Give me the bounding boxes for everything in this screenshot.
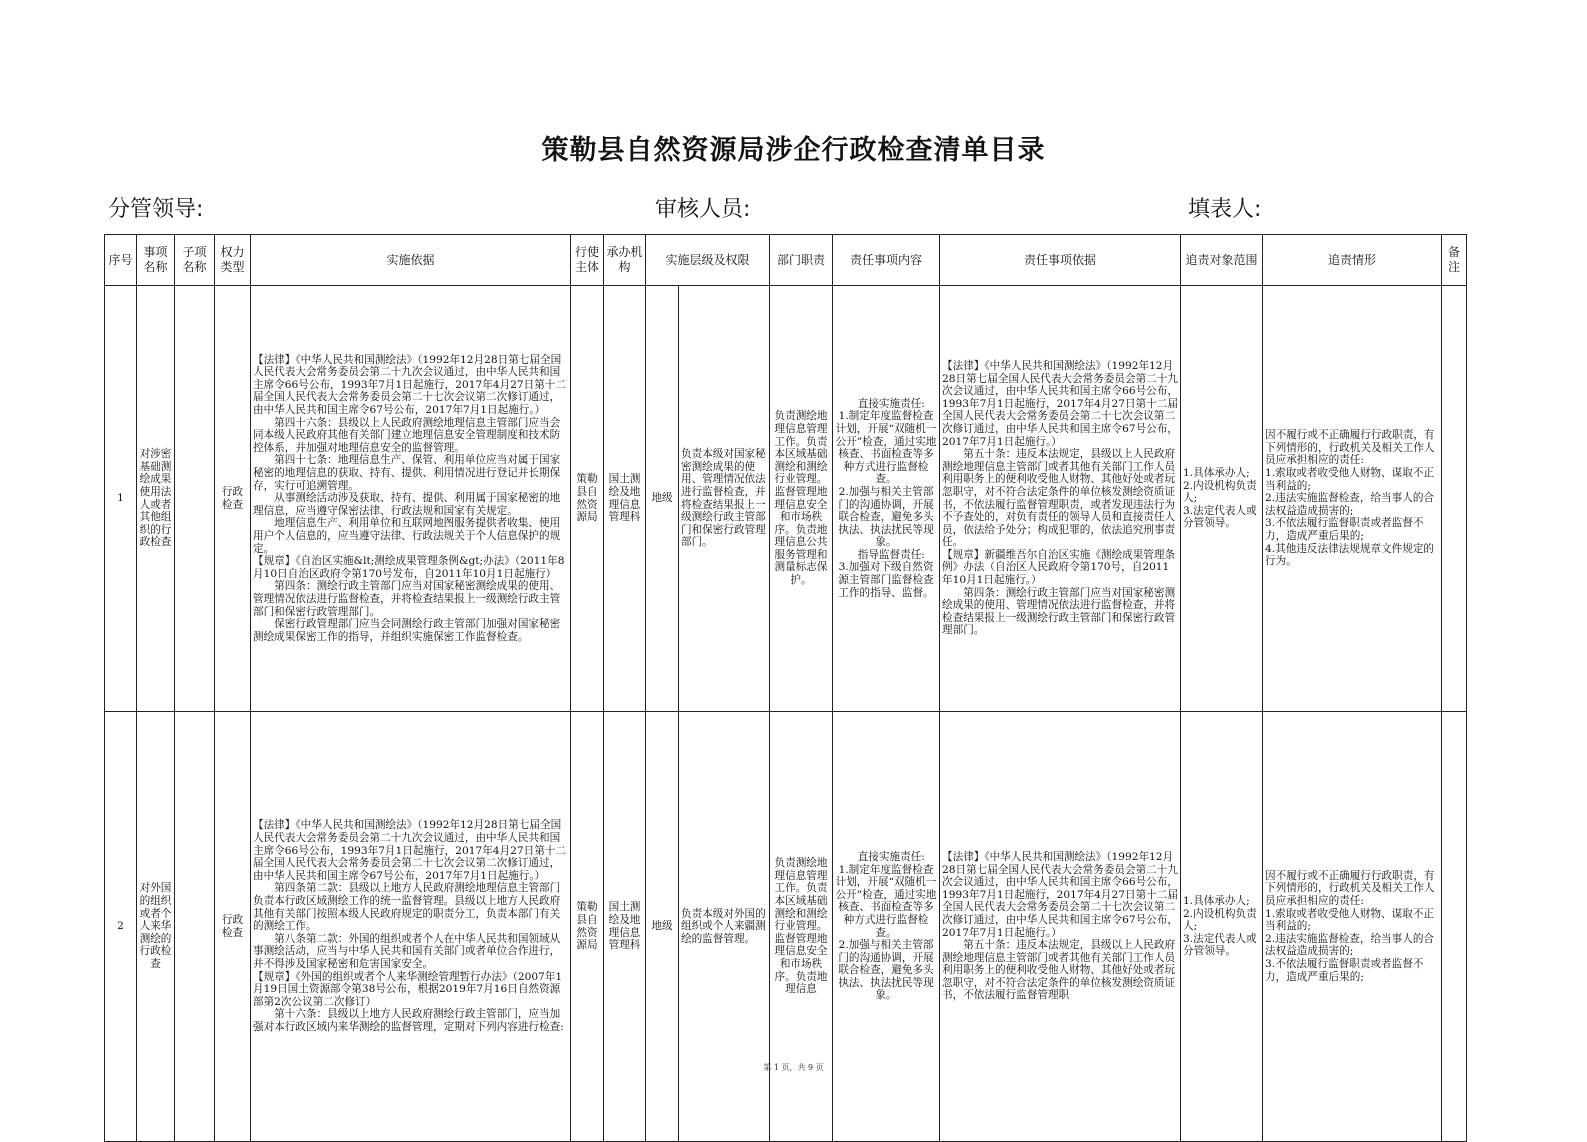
cell-resp-basis: 【法律】《中华人民共和国测绘法》（1992年12月28日第七届全国人民代表大会常务委员会第二十九次会议通过，由中华人民共和国主席令66号公布，1993年7月1日起施行，2017年4月27日第十二届全国人民代表大会常务委员会第二十七次会议第二次修订通过，由中华人民共和国主席令67号公布，2017年7月1日起施行。） 第五十条：违反本法规定，县级以上人民政府测绘地理信息主管部门或者其他有关部门工作人员利用职务上的便利收受他人财物、其他好处或者玩忽职守，对不符合法定条件的单位核发测绘资质证书，不依法履行监督管理职 (940, 712, 1181, 1142)
table-header-row (105, 235, 1467, 286)
cell-content: 直接实施责任: 1.制定年度监督检查计划，开展“双随机一公开”检查，通过实地核查、书面检查等多种方式进行监督检查。 2.加强与相关主管部门的沟通协调，开展联合检查，避免多头执法、执法扰民等现象。 指导监督责任: 3.加强对下级自然资源主管部门监督检查工作的指导、监督。 (833, 286, 940, 712)
cell-level: 地级 (646, 286, 679, 712)
inspection-table-container (104, 234, 1466, 1033)
cell-sub (175, 712, 215, 1142)
col-header-cases: 追责情形 (1263, 235, 1442, 286)
col-header-basis: 实施依据 (251, 235, 571, 286)
page-title: 策勒县自然资源局涉企行政检查清单目录 (541, 135, 1046, 166)
table-row (105, 712, 1467, 1142)
cell-no: 2 (105, 712, 137, 1142)
cell-resp-basis: 【法律】《中华人民共和国测绘法》（1992年12月28日第七届全国人民代表大会常务委员会第二十九次会议通过，由中华人民共和国主席令66号公布，1993年7月1日起施行，2017年4月27日第十二届全国人民代表大会常务委员会第二十七次会议第二次修订通过，由中华人民共和国主席令67号公布，2017年7月1日起施行。） 第五十条：违反本法规定，县级以上人民政府测绘地理信息主管部门或者其他有关部门工作人员利用职务上的便利收受他人财物、其他好处或者玩忽职守，对不符合法定条件的单位核发测绘资质证书，不依法履行监督管理职责，或者发现违法行为不予查处的，对负有责任的领导人员和直接责任人员，依法给予处分；构成犯罪的，依法追究刑事责任。 【规章】新疆维吾尔自治区实施《测绘成果管理条例》办法（自治区人民政府令第170号，自2011年10月1日起施行。） 第四条：测绘行政主管部门应当对国家秘密测绘成果的使用、管理情况依法进行监督检查，并将检查结果报上一级测绘行政主管部门和保密行政管理部门。 (940, 286, 1181, 712)
col-header-type: 权力类型 (215, 235, 251, 286)
cell-name: 对外国的组织或者个人来华测绘的行政检查 (137, 712, 175, 1142)
cell-org: 国土测绘及地理信息管理科 (604, 712, 646, 1142)
cell-authority: 负责本级对外国的组织或个人来疆测绘的监督管理。 (679, 712, 770, 1142)
cell-no: 1 (105, 286, 137, 712)
col-header-name: 事项名称 (137, 235, 175, 286)
cell-scope: 1.具体承办人; 2.内设机构负责人; 3.法定代表人或分管领导。 (1181, 712, 1263, 1142)
col-header-no: 序号 (105, 235, 137, 286)
cell-content: 直接实施责任: 1.制定年度监督检查计划，开展“双随机一公开”检查，通过实地核查、书面检查等多种方式进行监督检查。 2.加强与相关主管部门的沟通协调，开展联合检查，避免多头执法、执法扰民等现象。 (833, 712, 940, 1142)
col-header-content: 责任事项内容 (833, 235, 940, 286)
cell-note (1442, 712, 1467, 1142)
cell-note (1442, 286, 1467, 712)
cell-subject: 策勒县自然资源局 (571, 712, 604, 1142)
cell-sub (175, 286, 215, 712)
cell-type: 行政检查 (215, 712, 251, 1142)
cell-duty: 负责测绘地理信息管理工作。负责本区域基础测绘和测绘行业管理。监督管理地理信息安全和市场秩序。负责地理信息 (770, 712, 833, 1142)
cell-org: 国土测绘及地理信息管理科 (604, 286, 646, 712)
cell-scope: 1.具体承办人; 2.内设机构负责人; 3.法定代表人或分管领导。 (1181, 286, 1263, 712)
cell-basis: 【法律】《中华人民共和国测绘法》（1992年12月28日第七届全国人民代表大会常务委员会第二十九次会议通过，由中华人民共和国主席令66号公布，1993年7月1日起施行，2017年4月27日第十二届全国人民代表大会常务委员会第二十七次会议第二次修订通过，由中华人民共和国主席令67号公布，2017年7月1日起施行。） 第四十六条：县级以上人民政府测绘地理信息主管部门应当会同本级人民政府其他有关部门建立地理信息安全管理制度和技术防控体系，并加强对地理信息安全的监督管理。 第四十七条：地理信息生产、保管、利用单位应当对属于国家秘密的地理信息的获取、持有、提供、利用情况进行登记并长期保存，实行可追溯管理。 从事测绘活动涉及获取、持有、提供、利用属于国家秘密的地理信息，应当遵守保密法律、行政法规和国家有关规定。 地理信息生产、利用单位和互联网地图服务提供者收集、使用用户个人信息的，应当遵守法律、行政法规关于个人信息保护的规定。 【规章】《自治区实施&lt;测绘成果管理条例&gt;办法》（2011年8月10日自治区政府令第170号发布，自2011年10月1日起施行） 第四条：测绘行政主管部门应当对国家秘密测绘成果的使用、管理情况依法进行监督检查，并将检查结果报上一级测绘行政主管部门和保密行政管理部门。 保密行政管理部门应当会同测绘行政主管部门加强对国家秘密测绘成果保密工作的指导，并组织实施保密工作监督检查。 (251, 286, 571, 712)
col-header-resp-basis: 责任事项依据 (940, 235, 1181, 286)
col-header-scope: 追责对象范围 (1181, 235, 1263, 286)
table-row (105, 286, 1467, 712)
cell-basis: 【法律】《中华人民共和国测绘法》（1992年12月28日第七届全国人民代表大会常务委员会第二十九次会议通过，由中华人民共和国主席令66号公布，1993年7月1日起施行，2017年4月27日第十二届全国人民代表大会常务委员会第二十七次会议第二次修订通过，由中华人民共和国主席令67号公布，2017年7月1日起施行。） 第四条第二款：县级以上地方人民政府测绘地理信息主管部门负责本行政区域测绘工作的统一监督管理。县级以上地方人民政府其他有关部门按照本级人民政府规定的职责分工，负责本部门有关的测绘工作。 第八条第二款：外国的组织或者个人在中华人民共和国领域从事测绘活动，应当与中华人民共和国有关部门或者单位合作进行，并不得涉及国家秘密和危害国家安全。 【规章】《外国的组织或者个人来华测绘管理暂行办法》（2007年1月19日国土资源部令第38号公布，根据2019年7月16日自然资源部第2次公议第二次修订） 第十六条：县级以上地方人民政府测绘行政主管部门，应当加强对本行政区域内来华测绘的监督管理，定期对下列内容进行检查: (251, 712, 571, 1142)
col-header-note: 备注 (1442, 235, 1467, 286)
cell-cases: 因不履行或不正确履行行政职责，有下列情形的，行政机关及相关工作人员应承担相应的责任: 1.索取或者收受他人财物、谋取不正当利益的; 2.违法实施监督检查，给当事人的合法权益造成损害的; 3.不依法履行监督职责或者监督不力，造成严重后果的; (1263, 712, 1442, 1142)
col-header-sub: 子项名称 (175, 235, 215, 286)
col-header-org: 承办机构 (604, 235, 646, 286)
cell-name: 对涉密基础测绘成果使用法人或者其他组织的行政检查 (137, 286, 175, 712)
cell-type: 行政检查 (215, 286, 251, 712)
leader-label: 分管领导: (108, 197, 204, 222)
cell-duty: 负责测绘地理信息管理工作。负责本区域基础测绘和测绘行业管理。监督管理地理信息安全和市场秩序。负责地理信息公共服务管理和测量标志保护。 (770, 286, 833, 712)
col-header-subject: 行使主体 (571, 235, 604, 286)
reviewer-label: 审核人员: (655, 197, 751, 222)
page-footer: 第 1 页，共 9 页 (763, 1063, 824, 1072)
filler-label: 填表人: (1188, 197, 1262, 222)
col-header-duty: 部门职责 (770, 235, 833, 286)
cell-subject: 策勒县自然资源局 (571, 286, 604, 712)
cell-cases: 因不履行或不正确履行行政职责，有下列情形的，行政机关及相关工作人员应承担相应的责任: 1.索取或者收受他人财物、谋取不正当利益的; 2.违法实施监督检查，给当事人的合法权益造成损害的; 3.不依法履行监督职责或者监督不力，造成严重后果的; 4.其他违反法律法规规章文件规定的行为。 (1263, 286, 1442, 712)
col-header-level: 实施层级及权限 (646, 235, 770, 286)
cell-level: 地级 (646, 712, 679, 1142)
cell-authority: 负责本级对国家秘密测绘成果的使用、管理情况依法进行监督检查，并将检查结果报上一级测绘行政主管部门和保密行政管理部门。 (679, 286, 770, 712)
inspection-table (104, 234, 1467, 1142)
